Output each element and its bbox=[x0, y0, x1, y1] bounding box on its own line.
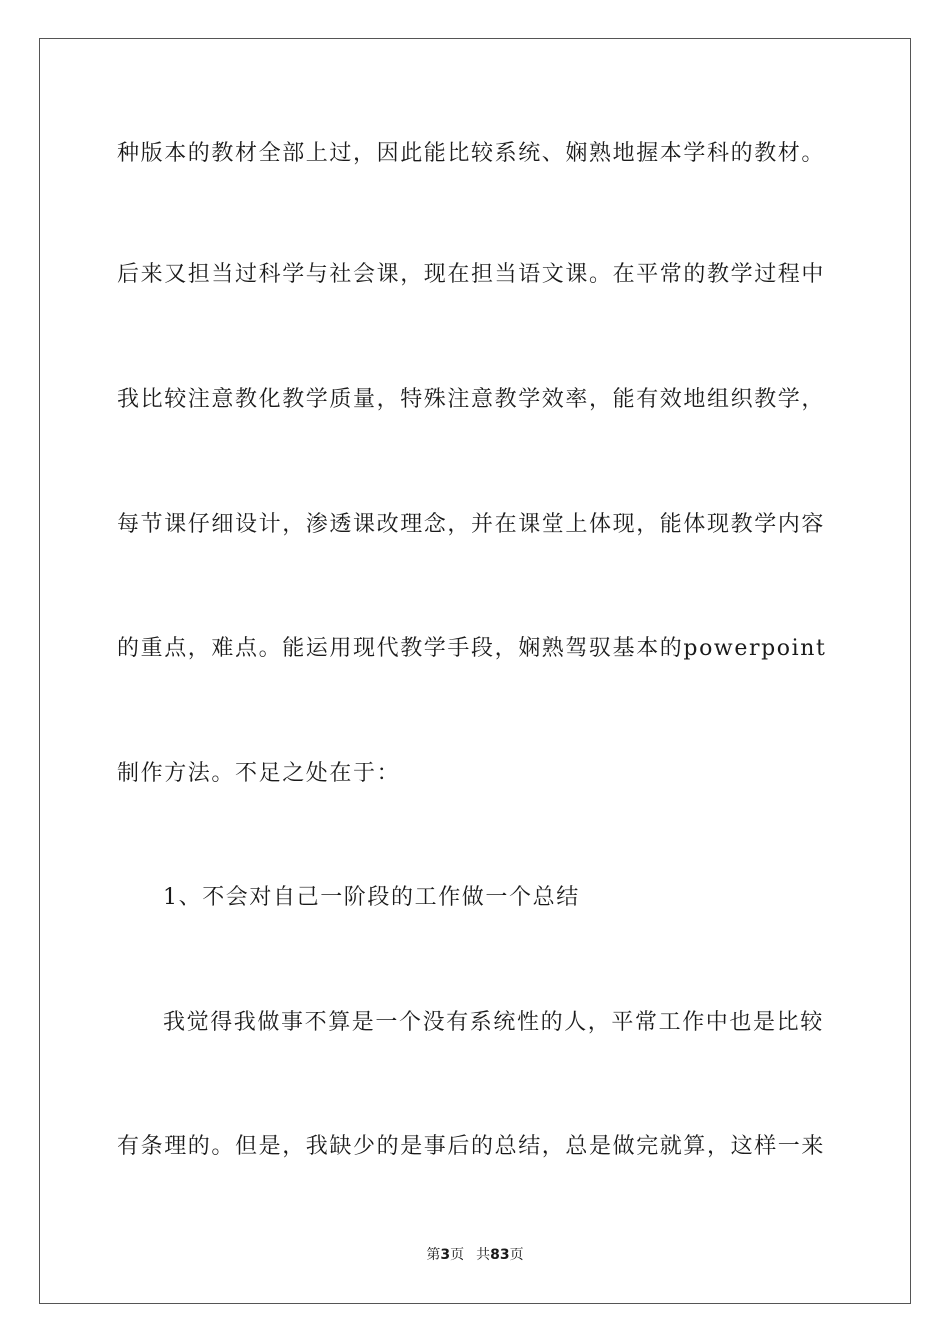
total-pages: 83 bbox=[490, 1247, 510, 1263]
page-number: 3 bbox=[440, 1247, 451, 1263]
body-text-line: 我觉得我做事不算是一个没有系统性的人，平常工作中也是比较 bbox=[163, 1010, 824, 1035]
body-text-line: 制作方法。不足之处在于： bbox=[117, 761, 401, 786]
body-text-line: 我比较注意教化教学质量，特殊注意教学效率，能有效地组织教学， bbox=[117, 387, 826, 412]
body-text-line: 有条理的。但是，我缺少的是事后的总结，总是做完就算，这样一来 bbox=[117, 1134, 826, 1159]
page-border bbox=[39, 38, 911, 1304]
page-footer bbox=[0, 1245, 950, 1265]
total-prefix: 共 bbox=[476, 1247, 491, 1263]
body-text-line: 的重点，难点。能运用现代教学手段，娴熟驾驭基本的powerpoint bbox=[117, 636, 827, 661]
list-item-heading: 1、不会对自己一阶段的工作做一个总结 bbox=[163, 885, 580, 910]
page-suffix: 页 bbox=[450, 1247, 465, 1263]
page-prefix: 第 bbox=[426, 1247, 441, 1263]
body-text-line: 种版本的教材全部上过，因此能比较系统、娴熟地握本学科的教材。 bbox=[117, 141, 826, 166]
total-suffix: 页 bbox=[509, 1247, 524, 1263]
body-text-line: 每节课仔细设计，渗透课改理念，并在课堂上体现，能体现教学内容 bbox=[117, 512, 826, 537]
body-text-line: 后来又担当过科学与社会课，现在担当语文课。在平常的教学过程中 bbox=[117, 262, 826, 287]
